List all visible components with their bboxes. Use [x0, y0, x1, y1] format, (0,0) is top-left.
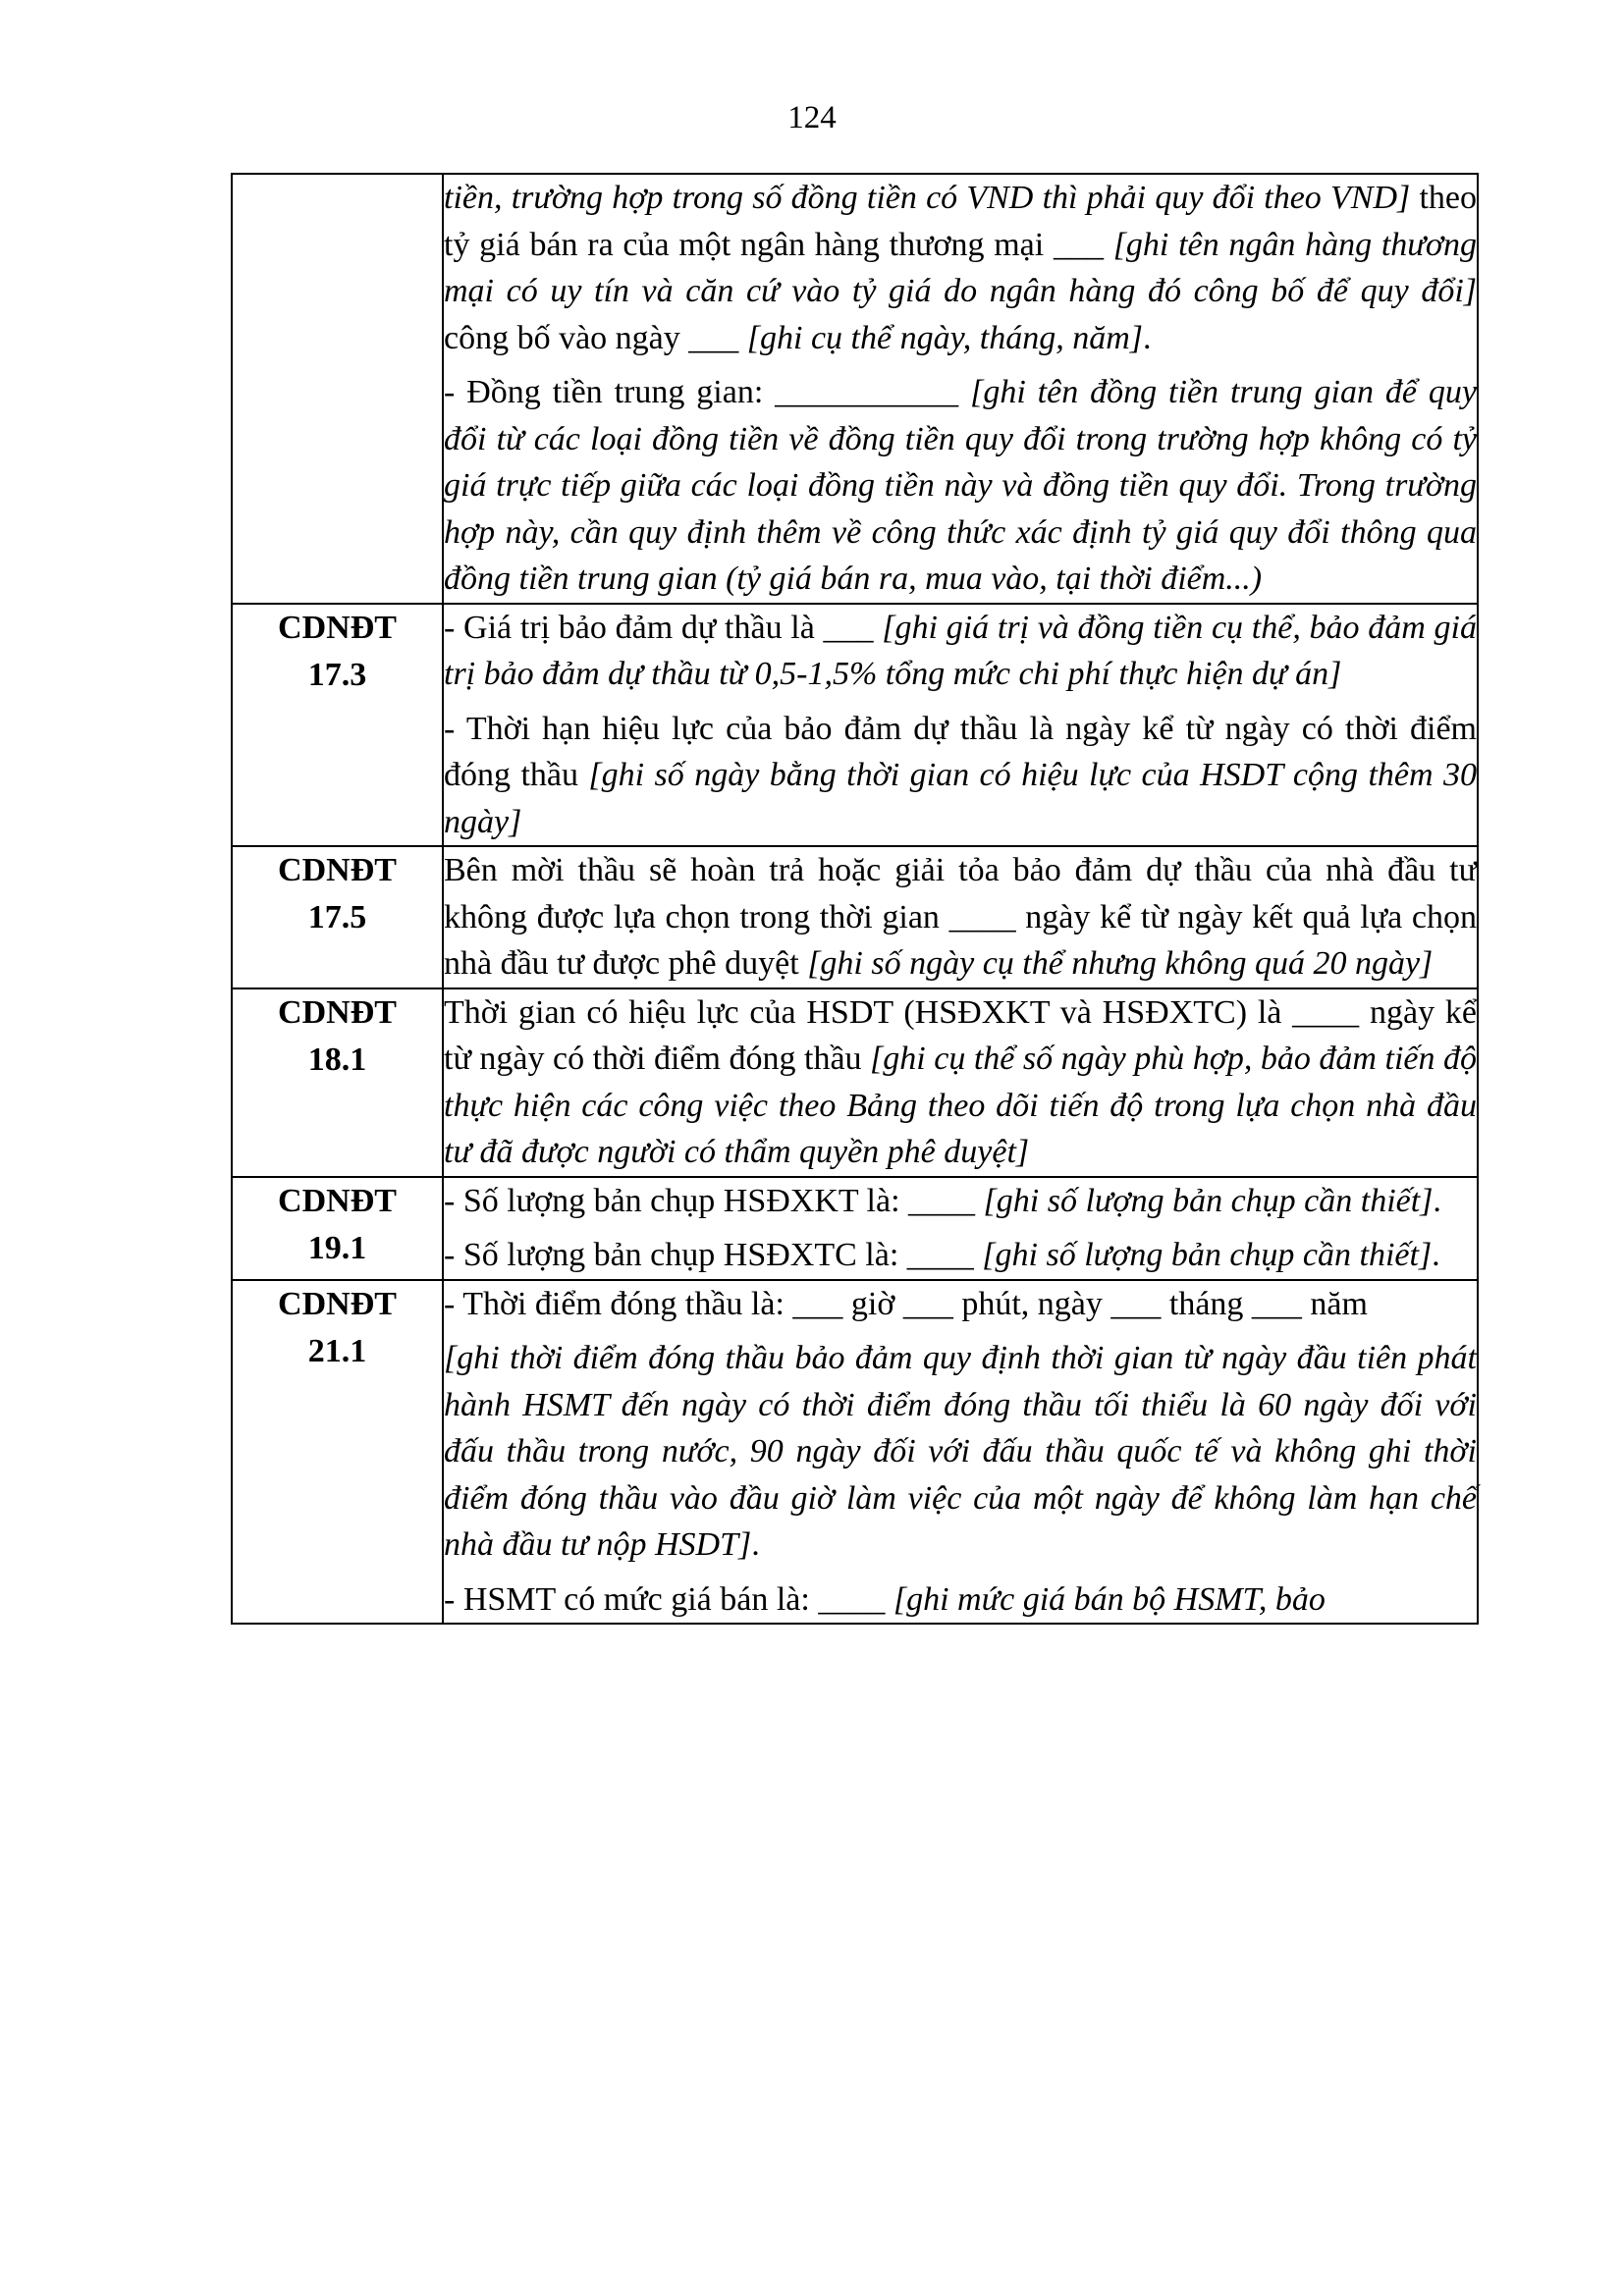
clause-content-cell [443, 174, 1478, 604]
table-row [232, 174, 1478, 604]
body-text: theo tỷ giá bán ra của một ngân hàng thương mại ___ [444, 180, 1477, 263]
clause-ref-line: 18.1 [307, 1041, 367, 1078]
instruction-text: [ghi số lượng bản chụp cần thiết] [983, 1182, 1434, 1219]
body-text: . [1432, 1237, 1440, 1273]
clause-content-cell [443, 988, 1478, 1177]
table-row [232, 1280, 1478, 1625]
instruction-text: tiền, trường hợp trong số đồng tiền có VND thì phải quy đổi theo VND] [444, 180, 1411, 216]
clause-ref-line: CDNĐT [278, 852, 397, 888]
body-text: công bố vào ngày ___ [444, 319, 747, 356]
clause-paragraph [444, 989, 1477, 1176]
clause-content-cell [443, 1177, 1478, 1280]
table-row [232, 604, 1478, 847]
clause-paragraph [444, 1335, 1477, 1569]
clause-paragraph [444, 847, 1477, 988]
body-text: . [1433, 1182, 1441, 1219]
instruction-text: [ghi cụ thể số ngày phù hợp, bảo đảm tiến độ thực hiện các công việc theo Bảng theo dõi tiến độ trong lựa chọn nhà đầu tư đã được người có thẩm quyền phê duyệt] [444, 1041, 1477, 1170]
body-text: - Số lượng bản chụp HSĐXTC là: ____ [444, 1237, 983, 1273]
instruction-text: [ghi số lượng bản chụp cần thiết] [982, 1237, 1433, 1273]
bid-data-table [231, 173, 1479, 1625]
clause-paragraph [444, 605, 1477, 698]
clause-ref-line: CDNĐT [278, 1285, 397, 1322]
clause-ref-line: CDNĐT [278, 609, 397, 646]
body-text: Bên mời thầu sẽ hoàn trả hoặc giải tỏa bảo đảm dự thầu của nhà đầu tư không được lựa chọn trong thời gian ____ ngày kể từ ngày kết quả lựa chọn nhà đầu tư được phê duyệt [444, 852, 1477, 982]
table-row [232, 846, 1478, 988]
body-text: - Đồng tiền trung gian: ___________ [444, 374, 971, 410]
clause-paragraph [444, 1281, 1477, 1328]
clause-paragraph [444, 1232, 1477, 1279]
instruction-text: [ghi số ngày bằng thời gian có hiệu lực của HSDT cộng thêm 30 ngày] [444, 757, 1477, 840]
clause-ref-cell [232, 846, 443, 988]
page-number: 124 [787, 100, 837, 135]
clause-content-cell [443, 1280, 1478, 1625]
clause-ref-line: 21.1 [307, 1332, 367, 1369]
body-text: Thời gian có hiệu lực của HSDT (HSĐXKT và HSĐXTC) là ____ ngày kể từ ngày có thời điểm đóng thầu [444, 993, 1477, 1077]
instruction-text: [ghi thời điểm đóng thầu bảo đảm quy định thời gian từ ngày đầu tiên phát hành HSMT đến ngày có thời điểm đóng thầu tối thiểu là 60 ngày đối với đấu thầu trong nước, 90 ngày đối với đấu thầu quốc tế và không ghi thời điểm đóng thầu vào đầu giờ làm việc của một ngày để không làm hạn chế nhà đầu tư nộp HSDT] [444, 1340, 1477, 1563]
body-text: - Số lượng bản chụp HSĐXKT là: ____ [444, 1182, 984, 1219]
body-text: - Giá trị bảo đảm dự thầu là ___ [444, 609, 883, 646]
clause-ref-cell [232, 1177, 443, 1280]
body-text: . [1143, 319, 1152, 356]
body-text: - Thời hạn hiệu lực của bảo đảm dự thầu là ngày kể từ ngày có thời điểm đóng thầu [444, 710, 1477, 793]
instruction-text: [ghi số ngày cụ thể nhưng không quá 20 ngày] [807, 945, 1434, 982]
instruction-text: [ghi tên ngân hàng thương mại có uy tín và căn cứ vào tỷ giá do ngân hàng đó công bố để quy đổi] [444, 226, 1477, 309]
clause-ref-cell [232, 174, 443, 604]
clause-ref-cell [232, 604, 443, 847]
clause-ref-line: CDNĐT [278, 993, 397, 1031]
clause-ref-line: 17.3 [307, 656, 367, 693]
clause-paragraph [444, 369, 1477, 603]
table-row [232, 1177, 1478, 1280]
instruction-text: [ghi mức giá bán bộ HSMT, bảo [893, 1580, 1326, 1618]
table-body [232, 174, 1478, 1624]
clause-paragraph [444, 1178, 1477, 1225]
clause-ref-cell [232, 988, 443, 1177]
table-row [232, 988, 1478, 1177]
body-text: - HSMT có mức giá bán là: ____ [444, 1580, 893, 1618]
clause-paragraph [444, 1576, 1477, 1624]
clause-content-cell [443, 846, 1478, 988]
body-text: . [751, 1526, 760, 1563]
instruction-text: [ghi cụ thể ngày, tháng, năm] [746, 319, 1144, 356]
clause-ref-line: 19.1 [307, 1229, 367, 1266]
clause-ref-line: CDNĐT [278, 1182, 397, 1219]
instruction-text: [ghi giá trị và đồng tiền cụ thể, bảo đảm giá trị bảo đảm dự thầu từ 0,5-1,5% tổng mức chi phí thực hiện dự án] [444, 609, 1478, 692]
instruction-text: [ghi tên đồng tiền trung gian để quy đổi từ các loại đồng tiền về đồng tiền quy đổi trong trường hợp không có tỷ giá trực tiếp giữa các loại đồng tiền này và đồng tiền quy đổi. Trong trường hợp này, cần quy định thêm về công thức xác định tỷ giá quy đổi thông qua đồng tiền trung gian (tỷ giá bán ra, mua vào, tại thời điểm...) [444, 374, 1477, 597]
clause-paragraph [444, 175, 1477, 361]
clause-paragraph [444, 706, 1477, 846]
clause-ref-cell [232, 1280, 443, 1625]
clause-content-cell [443, 604, 1478, 847]
clause-ref-line: 17.5 [307, 899, 367, 935]
body-text: - Thời điểm đóng thầu là: ___ giờ ___ phút, ngày ___ tháng ___ năm [444, 1285, 1368, 1322]
